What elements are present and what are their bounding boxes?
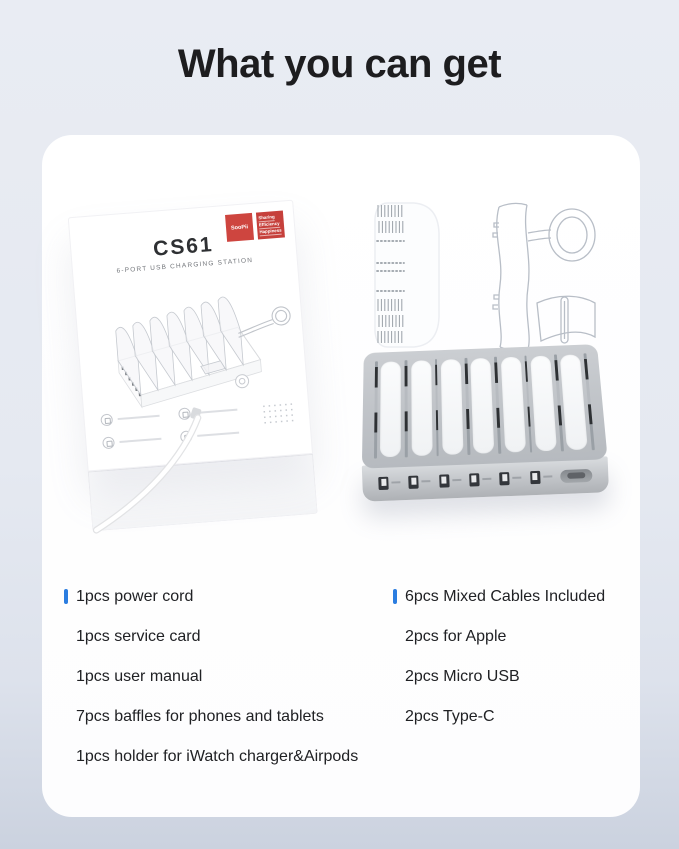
list-marker xyxy=(64,629,68,644)
slot-divider xyxy=(435,359,439,456)
usb-port xyxy=(378,476,400,490)
usb-port xyxy=(499,471,521,485)
feature-icon xyxy=(102,431,181,449)
brand-badge: SooPii xyxy=(225,213,254,242)
device-slot xyxy=(471,358,495,454)
slot-divider xyxy=(494,357,501,454)
charging-station-image xyxy=(357,333,609,501)
feature-icon xyxy=(180,425,259,443)
usb-port xyxy=(530,470,552,484)
device-slot xyxy=(560,354,588,450)
page-title: What you can get xyxy=(177,42,502,86)
usb-port xyxy=(469,472,491,486)
device-slot xyxy=(411,360,432,457)
device-slot xyxy=(501,356,526,452)
button-sketch xyxy=(235,374,249,388)
list-item: 2pcs Type-C xyxy=(393,707,605,726)
station-top-face xyxy=(362,344,608,469)
usb-port xyxy=(408,475,430,489)
content-card xyxy=(42,135,640,817)
box-model-label: CS61 xyxy=(152,233,215,261)
list-marker xyxy=(64,669,68,684)
box-subtitle-label: 6-PORT USB CHARGING STATION xyxy=(116,256,254,275)
device-slot xyxy=(441,359,464,455)
baffle-stack-image xyxy=(362,199,446,351)
list-item: 1pcs service card xyxy=(64,627,358,646)
device-slot xyxy=(530,355,557,451)
list-item: 2pcs for Apple xyxy=(393,627,605,646)
packing-list-left xyxy=(64,587,358,787)
list-marker xyxy=(393,629,397,644)
list-marker xyxy=(64,709,68,724)
slot-divider xyxy=(465,358,470,455)
usb-port xyxy=(439,473,461,487)
list-item: 1pcs holder for iWatch charger&Airpods xyxy=(64,747,358,766)
power-button xyxy=(560,468,592,482)
product-box-image xyxy=(76,208,310,538)
list-item: 1pcs power cord xyxy=(64,587,358,606)
slogan-badge: Sharing Efficiency Happiness xyxy=(256,210,285,239)
list-marker xyxy=(64,749,68,764)
list-marker xyxy=(393,709,397,724)
device-slot xyxy=(380,361,401,458)
list-item: 7pcs baffles for phones and tablets xyxy=(64,707,358,726)
packing-list-right xyxy=(393,587,605,747)
watch-ring-sketch xyxy=(237,306,292,337)
watch-holder-image xyxy=(477,199,599,349)
list-item: 1pcs user manual xyxy=(64,667,358,686)
slot-divider xyxy=(374,361,377,458)
list-marker xyxy=(393,669,397,684)
slot-divider xyxy=(405,360,408,457)
list-item: 6pcs Mixed Cables Included xyxy=(393,587,605,606)
dot-grid xyxy=(261,401,297,426)
list-marker xyxy=(393,589,397,604)
list-marker xyxy=(64,589,68,604)
list-item: 2pcs Micro USB xyxy=(393,667,605,686)
box-front-face xyxy=(68,200,313,472)
